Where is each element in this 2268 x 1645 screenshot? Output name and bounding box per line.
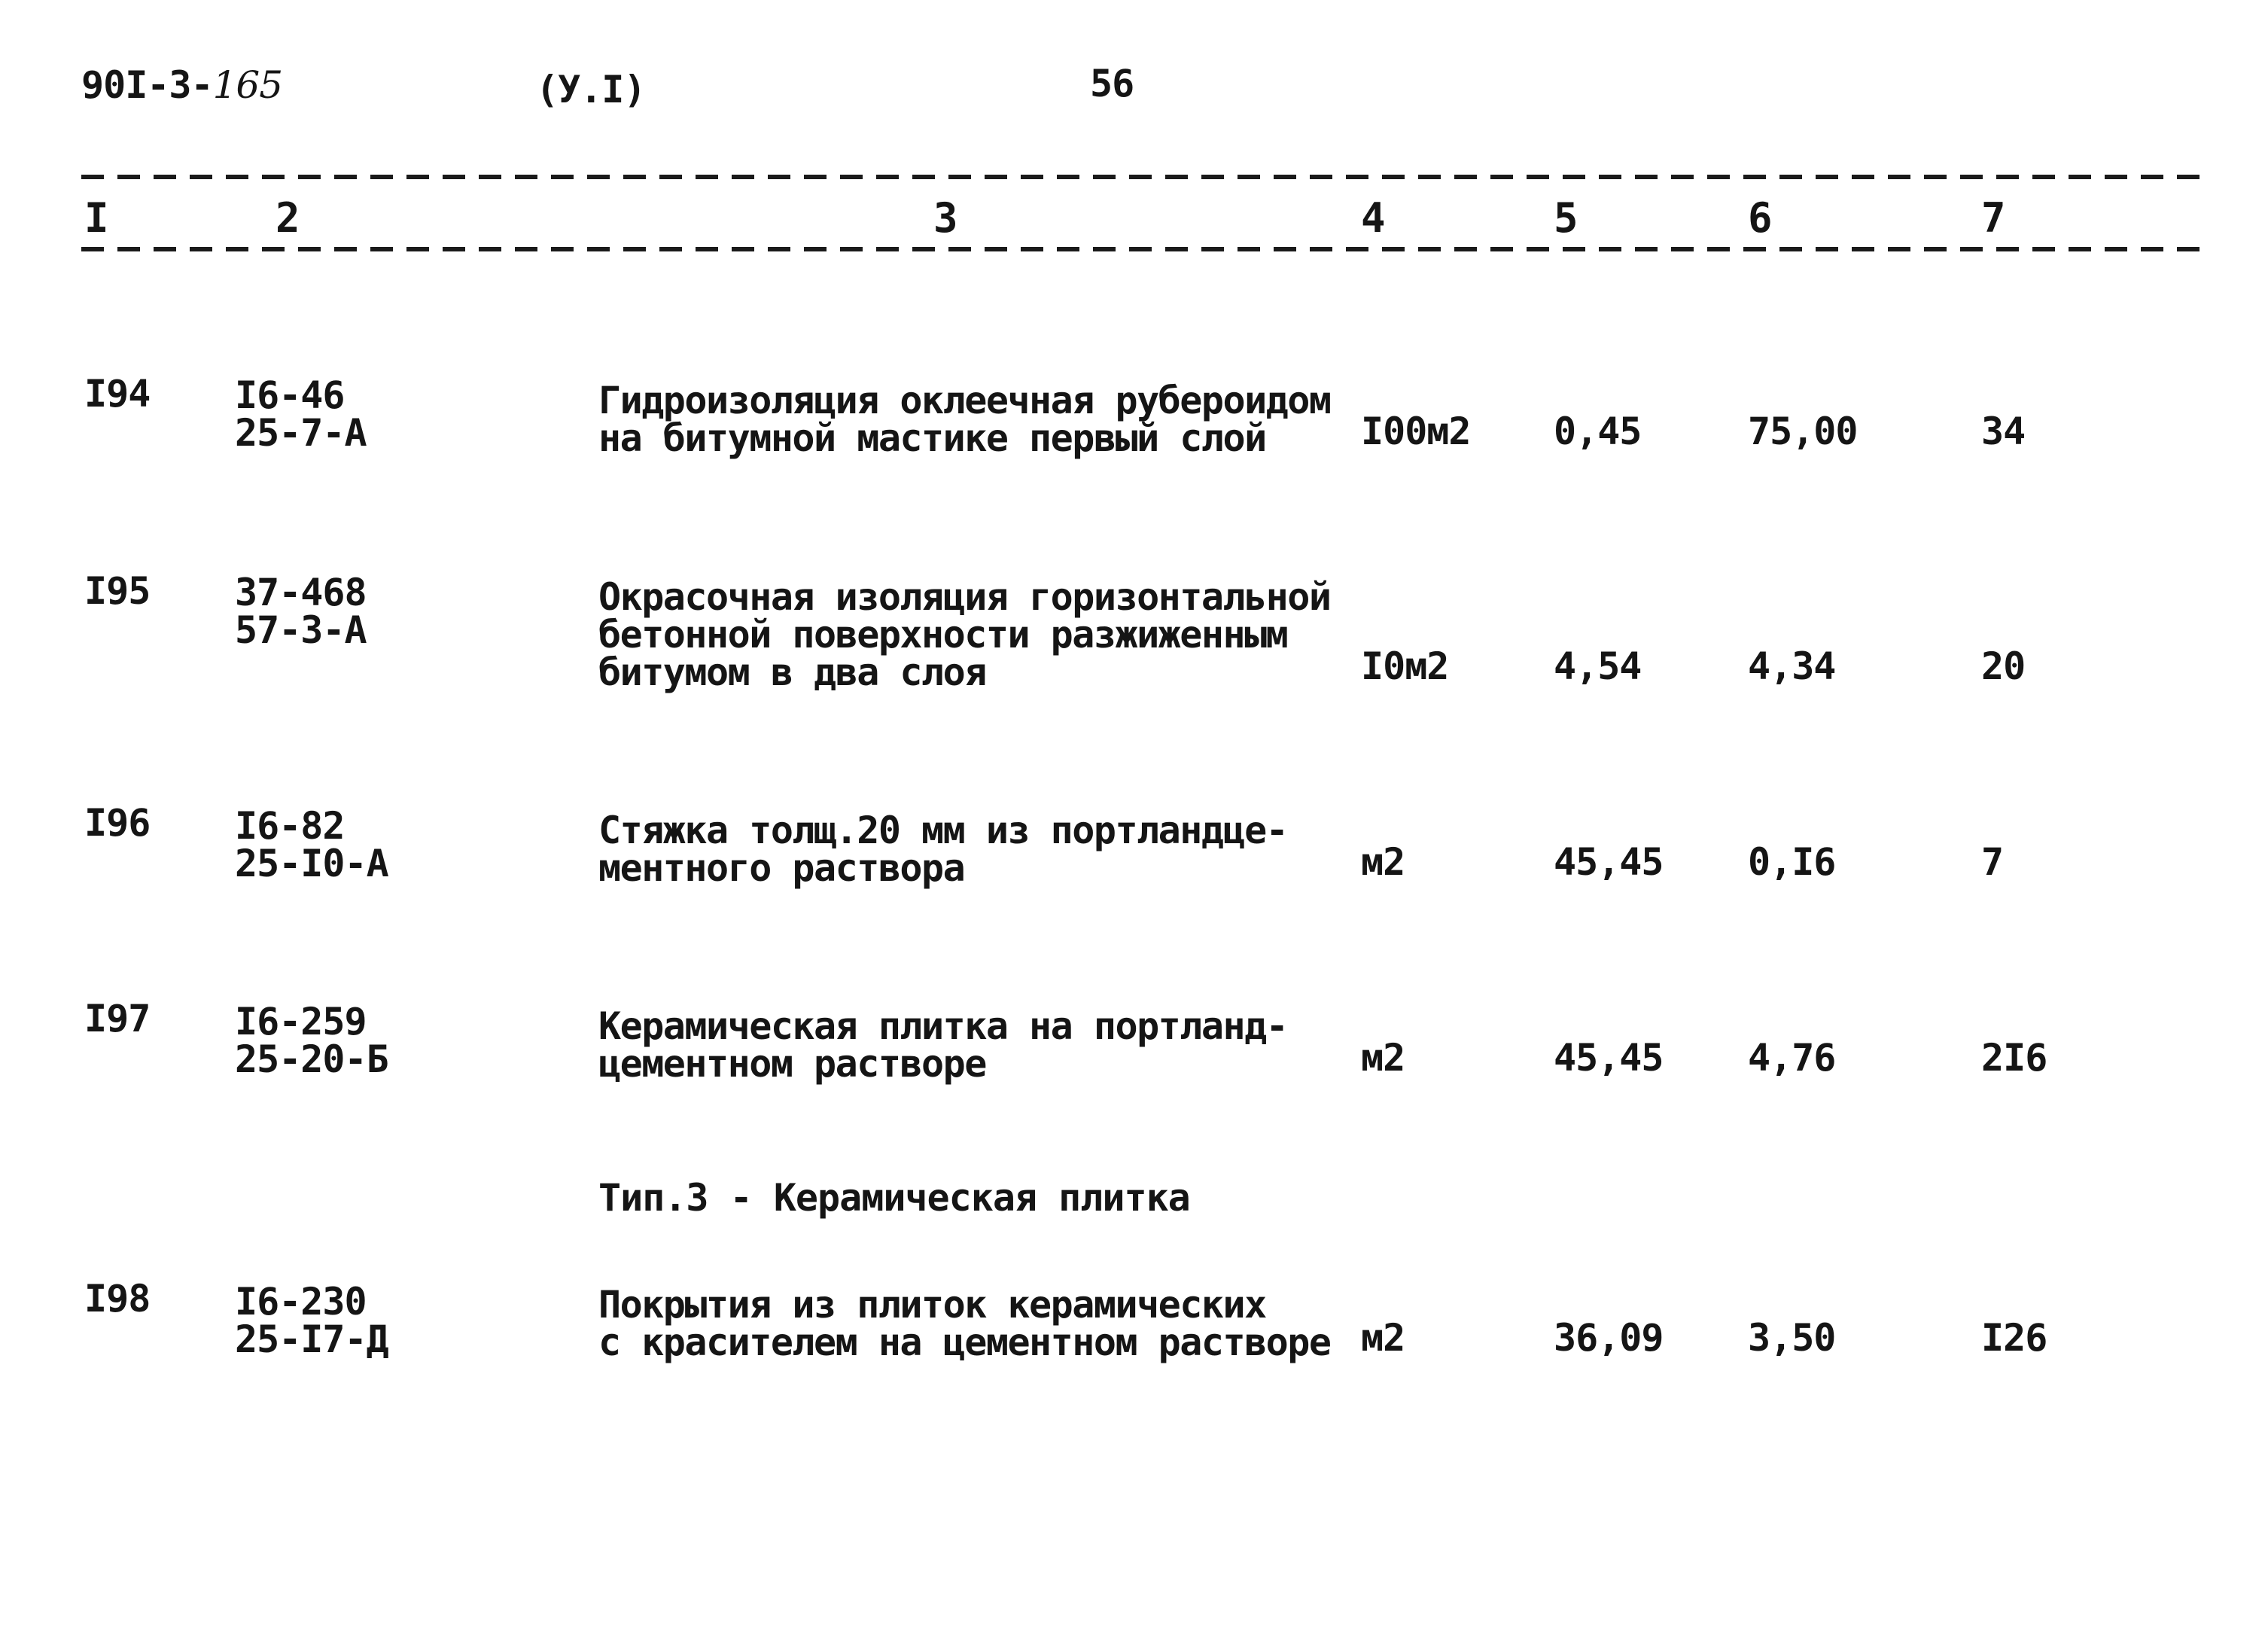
quantity: 4,54 — [1554, 644, 1642, 688]
norm-code — [235, 804, 388, 885]
quantity: 0,45 — [1554, 410, 1642, 453]
unit: м2 — [1361, 840, 1405, 884]
work-description — [598, 1283, 1331, 1364]
total-cost: 34 — [1981, 410, 2026, 453]
quantity: 36,09 — [1554, 1316, 1664, 1360]
quantity: 45,45 — [1554, 1036, 1664, 1080]
unit: I00м2 — [1361, 410, 1471, 453]
quantity: 45,45 — [1554, 840, 1664, 884]
page-number: 56 — [1090, 62, 1134, 105]
norm-code-line: I6-230 — [235, 1280, 367, 1324]
work-description — [598, 575, 1331, 694]
column-number-1: I — [84, 194, 109, 242]
row-number: I96 — [84, 801, 151, 845]
norm-code — [235, 571, 367, 652]
norm-code-line: I6-259 — [235, 1000, 367, 1043]
price-code-line: 25-7-А — [235, 411, 367, 455]
description-line: ментного раствора — [598, 846, 965, 890]
norm-code-line: 37-468 — [235, 571, 367, 614]
column-number-6: 6 — [1748, 194, 1773, 242]
work-description — [598, 809, 1288, 890]
price-code-line: 25-I7-Д — [235, 1318, 388, 1361]
description-line: Гидроизоляция оклеечная рубероидом — [598, 379, 1331, 422]
document-code-prefix: 90I-3- — [81, 63, 213, 107]
unit: м2 — [1361, 1036, 1405, 1080]
unit-price: 4,76 — [1748, 1036, 1836, 1080]
price-code-line: 25-I0-А — [235, 842, 388, 885]
unit-price: 3,50 — [1748, 1316, 1836, 1360]
column-number-3: 3 — [933, 194, 958, 242]
description-line: битумом в два слоя — [598, 650, 986, 694]
document-code — [81, 63, 282, 107]
row-number: I98 — [84, 1277, 151, 1321]
column-number-7: 7 — [1981, 194, 2006, 242]
norm-code-line: I6-82 — [235, 804, 345, 848]
unit: м2 — [1361, 1316, 1405, 1360]
total-cost: 7 — [1981, 840, 2004, 884]
description-line: с красителем на цементном растворе — [598, 1321, 1331, 1364]
description-line: Керамическая плитка на портланд- — [598, 1004, 1288, 1048]
header-bottom-divider — [81, 247, 2204, 251]
unit: I0м2 — [1361, 644, 1449, 688]
description-line: Стяжка толщ.20 мм из портландце- — [598, 809, 1288, 852]
header-top-divider — [81, 175, 2204, 179]
norm-code — [235, 1280, 388, 1361]
description-line: Окрасочная изоляция горизонтальной — [598, 575, 1331, 619]
section-heading: Тип.3 - Керамическая плитка — [598, 1176, 1190, 1220]
document-variant: (У.I) — [536, 68, 646, 111]
row-number: I95 — [84, 569, 151, 613]
description-line: Покрытия из плиток керамических — [598, 1283, 1266, 1327]
norm-code-line: I6-46 — [235, 373, 345, 417]
row-number: I94 — [84, 372, 151, 416]
description-line: на битумной мастике первый слой — [598, 416, 1266, 460]
column-number-5: 5 — [1554, 194, 1578, 242]
unit-price: 0,I6 — [1748, 840, 1836, 884]
total-cost: I26 — [1981, 1316, 2047, 1360]
description-line: цементном растворе — [598, 1042, 986, 1086]
norm-code — [235, 373, 367, 455]
column-number-2: 2 — [276, 194, 300, 242]
price-code-line: 25-20-Б — [235, 1037, 388, 1081]
total-cost: 20 — [1981, 644, 2026, 688]
price-code-line: 57-3-А — [235, 608, 367, 652]
column-number-4: 4 — [1361, 194, 1386, 242]
row-number: I97 — [84, 997, 151, 1040]
document-code-handwritten: 165 — [212, 63, 283, 107]
description-line: бетонной поверхности разжиженным — [598, 613, 1288, 656]
unit-price: 75,00 — [1748, 410, 1858, 453]
total-cost: 2I6 — [1981, 1036, 2047, 1080]
norm-code — [235, 1000, 388, 1081]
work-description — [598, 1004, 1288, 1086]
work-description — [598, 379, 1331, 460]
unit-price: 4,34 — [1748, 644, 1836, 688]
